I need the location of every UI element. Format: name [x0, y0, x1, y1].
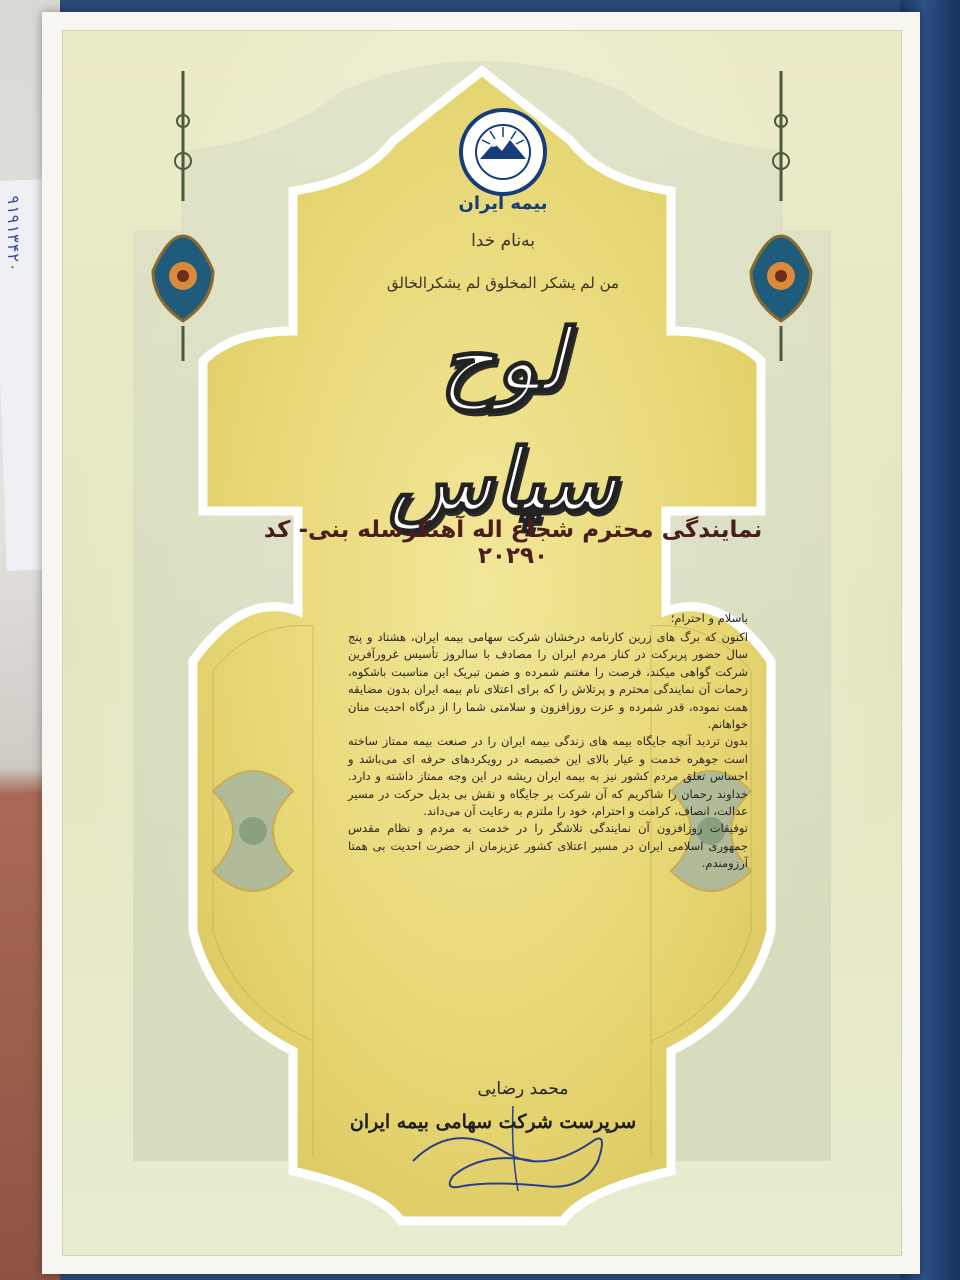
recipient-line: نمایندگی محترم شجاع اله آهنگرسله بنی- کد ۲۰۲۹۰: [263, 517, 763, 569]
arabic-quote: من لم یشکر المخلوق لم یشکرالخالق: [386, 274, 620, 292]
handwritten-number: ۹۱۹۱۳۴۲۰: [4, 195, 23, 273]
body-paragraph: اکنون که برگ های زرین کارنامه درخشان شرکت سهامی بیمه ایران، هشتاد و پنج سال حضور پربرکت در کنار مردم ایران را مصادف با سالروز تأسیس غرورآفرین شرکت گواهی میکند، فرصت را مغتنم شمرده و ضمن تبریک این مناسبت باشکوه، زحمات آن نمایندگی محترم و پرتلاش را که برای اعتلای نام بیمه ایران بدون مضایقه همت نموده، قدر شمرده و عزت روزافزون و سلامتی شما را از درگاه احدیت منان خواهانم.: [348, 630, 748, 732]
body-paragraph: بدون تردید آنچه جایگاه بیمه های زندگی بیمه ایران را در صنعت بیمه ممتاز ساخته است جوهره خدمت و عیار بالای این خصیصه در رویکردهای حرفه ای می‌باشد و احساس تعلق مردم کشور نیز به بیمه ایران ریشه در این وجه ممتاز داشته و دارد. خداوند رحمان را شاکریم که آن شرکت بر جایگاه و نقش بی بدیل حرکت در مسیر عدالت، انصاف، کرامت و احترام، خود را ملتزم به رعایت آن می‌داند.: [348, 734, 748, 819]
signer-title: سرپرست شرکت سهامی بیمه ایران: [349, 1111, 637, 1133]
body-paragraph: توفیقات روزافزون آن نمایندگی تلاشگر را در خدمت به مردم و نظام مقدس جمهوری اسلامی ایران در مسیر اعتلای کشور عزیزمان از حضرت احدیت بی همتا آرزومندم.: [348, 821, 748, 871]
ornamental-frame: [62, 30, 902, 1256]
certificate-title: لوح سپاس: [388, 310, 618, 531]
signer-name: محمد رضایی: [477, 1079, 569, 1099]
brand-name: بیمه ایران: [458, 193, 548, 214]
letter-body: [348, 629, 748, 873]
bismillah-heading: به‌نام خدا: [471, 231, 535, 251]
salutation: باسلام و احترام؛: [670, 611, 748, 625]
certificate-sheet: [42, 12, 920, 1274]
bimeh-iran-logo: [458, 107, 548, 197]
handwritten-signature: [393, 1091, 623, 1201]
